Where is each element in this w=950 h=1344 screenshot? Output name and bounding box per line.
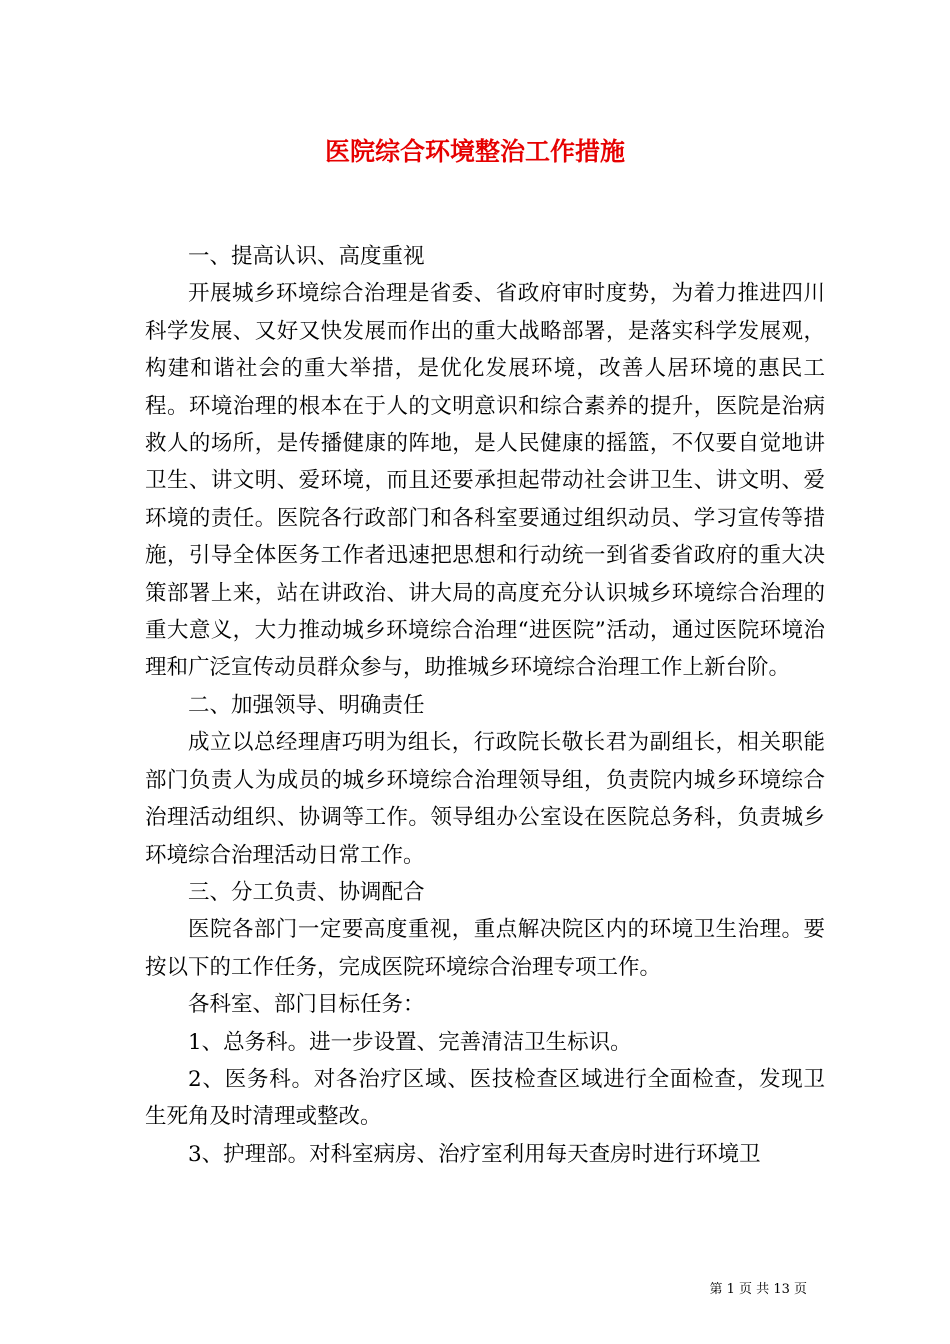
paragraph-1: 开展城乡环境综合治理是省委、省政府审时度势，为着力推进四川科学发展、又好又快发展而作出的重大战略部署，是落实科学发展观，构建和谐社会的重大举措，是优化发展环境，改善人居环境的惠民工程。环境治理的根本在于人的文明意识和综合素养的提升，医院是治病救人的场所，是传播健康的阵地，是人民健康的摇篮，不仅要自觉地讲卫生、讲文明、爱环境，而且还要承担起带动社会讲卫生、讲文明、爱环境的责任。医院各行政部门和各科室要通过组织动员、学习宣传等措施，引导全体医务工作者迅速把思想和行动统一到省委省政府的重大决策部署上来，站在讲政治、讲大局的高度充分认识城乡环境综合治理的重大意义，大力推动城乡环境综合治理“进医院”活动，通过医院环境治理和广泛宣传动员群众参与，助推城乡环境综合治理工作上新台阶。 (145, 281, 825, 681)
document-title: 医院综合环境整治工作措施 (324, 137, 625, 166)
page-footer: 第 1 页 共 13 页 (709, 1282, 807, 1297)
document-body (145, 238, 825, 1173)
task-item-2: 2、医务科。对各治疗区域、医技检查区域进行全面检查，发现卫生死角及时清理或整改。 (145, 1066, 825, 1130)
paragraph-3: 医院各部门一定要高度重视，重点解决院区内的环境卫生治理。要按以下的工作任务，完成医院环境综合治理专项工作。 (145, 917, 825, 980)
section-heading-1: 一、提高认识、高度重视 (188, 244, 425, 269)
section-heading-3: 三、分工负责、协调配合 (188, 879, 425, 905)
task-item-1: 1、总务科。进一步设置、完善清洁卫生标识。 (188, 1029, 632, 1055)
paragraph-2: 成立以总经理唐巧明为组长，行政院长敬长君为副组长，相关职能部门负责人为成员的城乡环境综合治理领导组，负责院内城乡环境综合治理活动组织、协调等工作。领导组办公室设在医院总务科，负责城乡环境综合治理活动日常工作。 (145, 730, 825, 868)
section-heading-2: 二、加强领导、明确责任 (188, 692, 425, 718)
task-item-3: 3、护理部。对科室病房、治疗室利用每天查房时进行环境卫 (188, 1141, 761, 1167)
paragraph-4: 各科室、部门目标任务： (188, 992, 425, 1018)
